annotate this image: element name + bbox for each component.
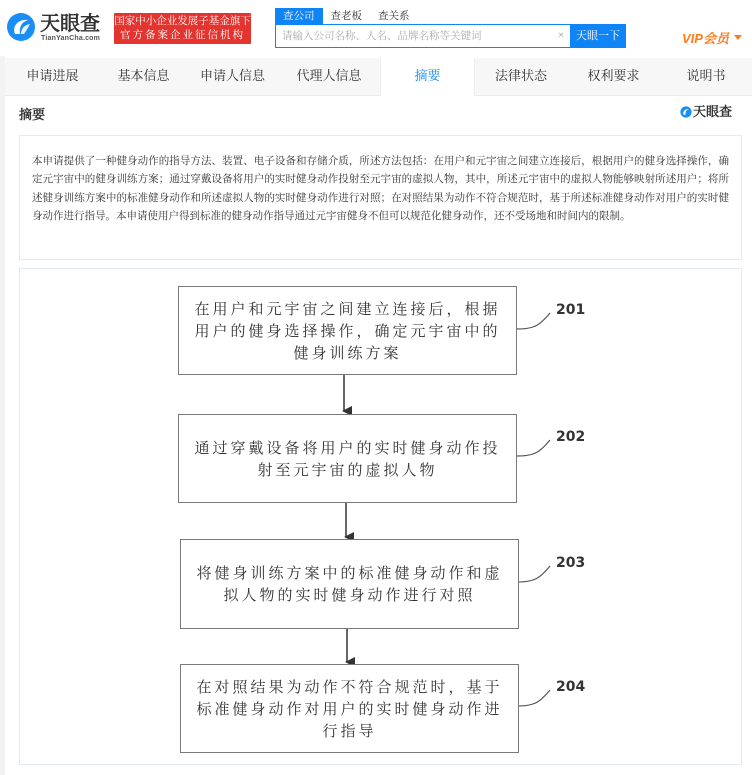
step-label-201: 201	[556, 302, 586, 318]
tab-claims[interactable]: 权利要求	[587, 68, 640, 83]
tab-basic-info[interactable]: 基本信息	[117, 68, 170, 83]
brand-watermark	[680, 104, 732, 120]
badge-line-1: 国家中小企业发展子基金旗下	[114, 15, 251, 27]
vip-label: VIP会员	[682, 31, 729, 46]
logo-icon	[680, 106, 692, 118]
caret-down-icon	[734, 35, 742, 40]
tab-applicant-info[interactable]: 申请人信息	[199, 68, 265, 83]
tab-legal-status[interactable]: 法律状态	[494, 68, 547, 83]
flow-step-201: 在用户和元宇宙之间建立连接后，根据用户的健身选择操作，确定元宇宙中的健身训练方案	[178, 286, 517, 375]
detail-tabs	[5, 58, 752, 96]
step-label-204: 204	[556, 679, 586, 695]
step-label-202: 202	[556, 429, 586, 445]
top-header	[0, 0, 752, 56]
tab-agent-info[interactable]: 代理人信息	[296, 68, 362, 83]
search-button[interactable]: 天眼一下	[570, 24, 626, 48]
search-tab-boss[interactable]: 查老板	[330, 10, 362, 22]
tianyancha-logo[interactable]	[6, 12, 106, 46]
search-box	[275, 24, 626, 48]
abstract-box	[19, 135, 742, 260]
logo-icon	[6, 12, 36, 42]
search-tab-relation[interactable]: 查关系	[378, 10, 410, 22]
flow-step-203: 将健身训练方案中的标准健身动作和虚拟人物的实时健身动作进行对照	[180, 539, 519, 629]
vip-menu[interactable]	[682, 28, 742, 47]
tab-specification[interactable]: 说明书	[686, 68, 726, 83]
tab-application-progress[interactable]: 申请进展	[26, 68, 79, 83]
step-label-203: 203	[556, 555, 586, 571]
left-gutter	[0, 56, 5, 775]
tab-abstract[interactable]: 摘要	[380, 58, 475, 96]
badge-line-2: 官方备案企业征信机构	[120, 29, 245, 41]
search-input[interactable]	[276, 25, 566, 47]
brand-text: 天眼查	[693, 104, 733, 119]
section-title: 摘要	[19, 107, 46, 122]
abstract-text: 本申请提供了一种健身动作的指导方法、装置、电子设备和存储介质，所述方法包括：在用户和元宇宙之间建立连接后，根据用户的健身选择操作，确定元宇宙中的健身训练方案；通过穿戴设备将用户的实时健身动作投射至元宇宙的虚拟人物，其中，所述元宇宙中的虚拟人物能够映射所述用户；将所述健身训练方案中的标准健身动作和所述虚拟人物的实时健身动作进行对照；在对照结果为动作不符合规范时，基于所述标准健身动作对用户的实时健身动作进行指导。本申请使用户得到标准的健身动作指导通过元宇宙健身不但可以规范化健身动作，还不受场地和时间内的限制。	[32, 155, 729, 222]
official-badge	[114, 13, 251, 44]
search-tabs	[275, 8, 418, 24]
logo-text: 天眼查	[40, 13, 100, 35]
logo-domain: TianYanCha.com	[41, 35, 101, 42]
clear-icon[interactable]: ×	[558, 30, 564, 41]
flow-step-204: 在对照结果为动作不符合规范时，基于标准健身动作对用户的实时健身动作进行指导	[180, 664, 519, 753]
abstract-figure	[19, 268, 742, 765]
search-tab-company[interactable]: 查公司	[275, 8, 323, 24]
flow-step-202: 通过穿戴设备将用户的实时健身动作投射至元宇宙的虚拟人物	[178, 414, 517, 503]
